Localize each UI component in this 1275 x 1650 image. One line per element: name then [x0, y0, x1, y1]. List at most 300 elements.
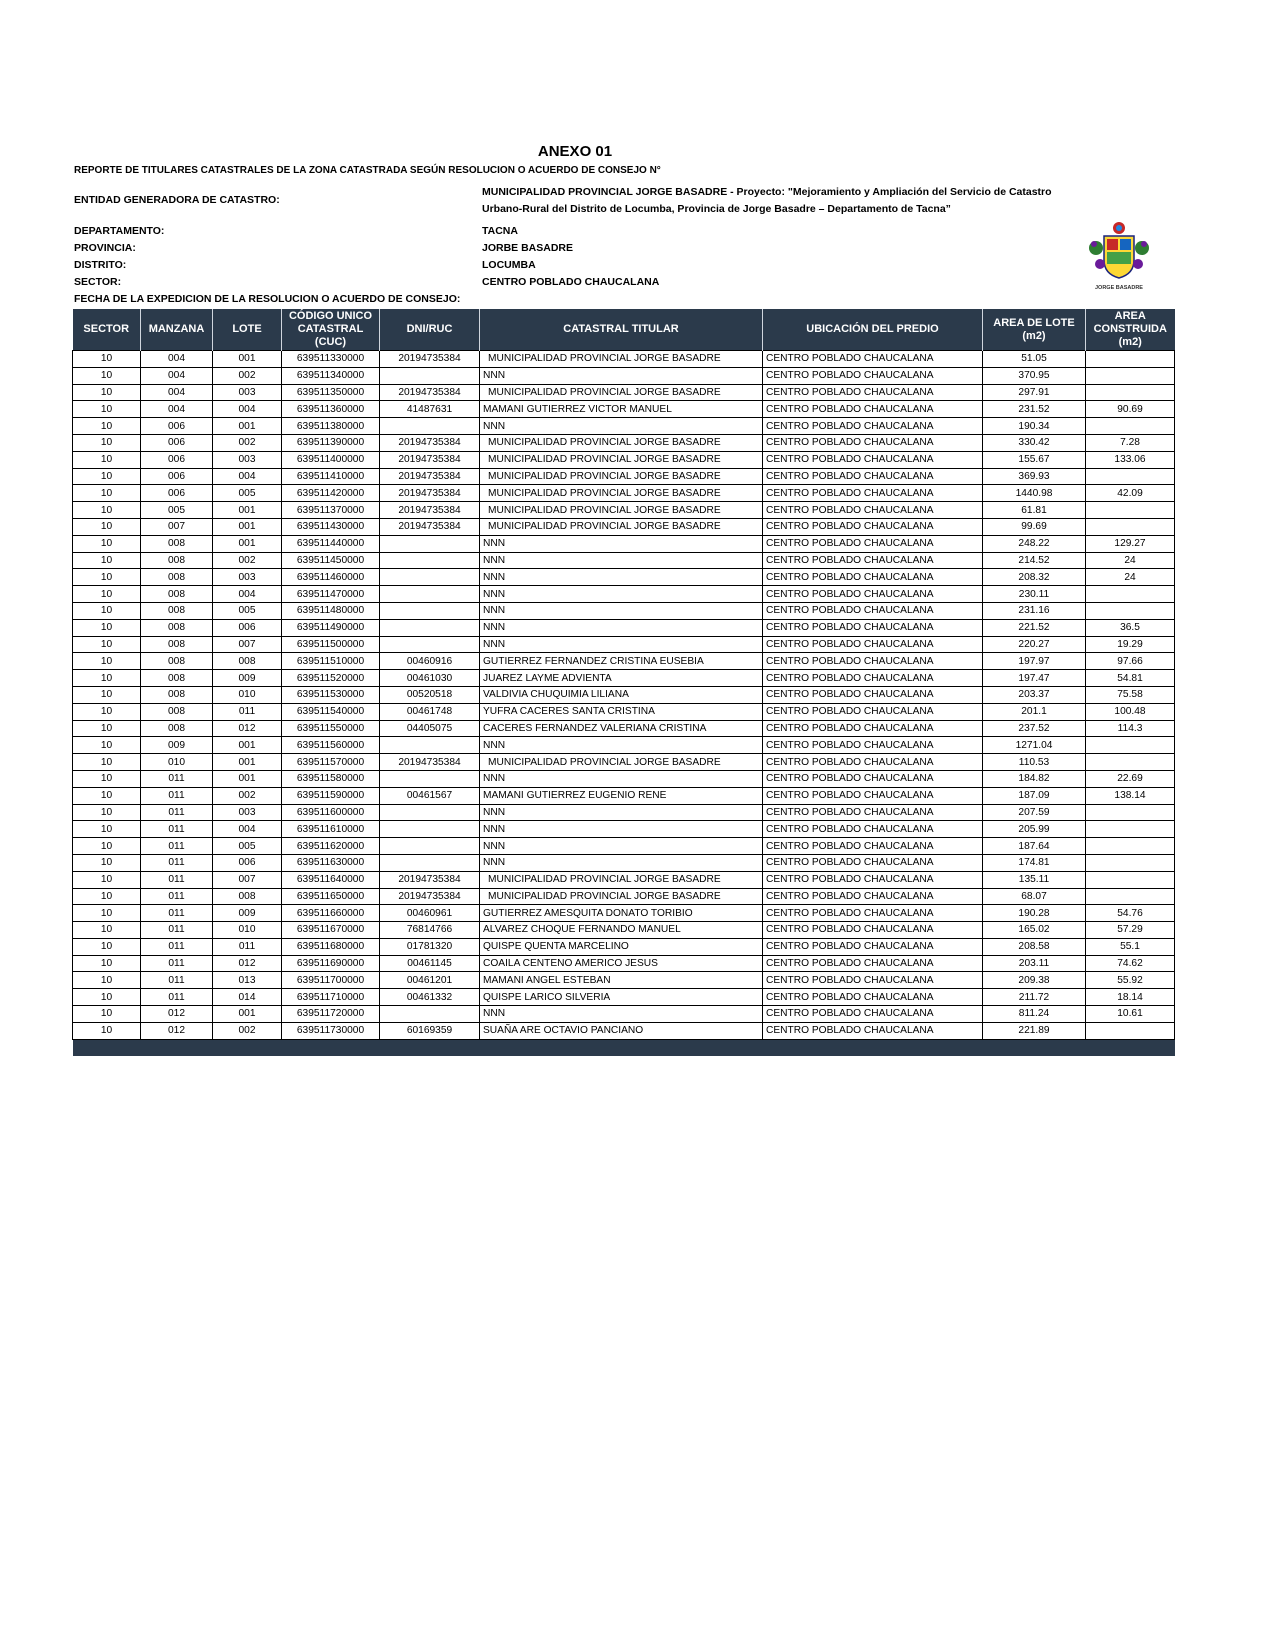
cell-ubicacion: CENTRO POBLADO CHAUCALANA [763, 922, 983, 939]
cell-cuc: 639511650000 [282, 888, 380, 905]
cell-titular: NNN [480, 619, 763, 636]
cell-cuc: 639511710000 [282, 989, 380, 1006]
cell-manzana: 012 [141, 1006, 213, 1023]
cell-cuc: 639511680000 [282, 938, 380, 955]
entidad-value-line1: MUNICIPALIDAD PROVINCIAL JORGE BASADRE - Proyecto: "Mejoramiento y Ampliación del Servicio de Catastro [482, 186, 1052, 198]
cell-area-lote: 197.47 [983, 670, 1086, 687]
cell-manzana: 011 [141, 770, 213, 787]
cell-area-lote: 370.95 [983, 367, 1086, 384]
cell-sector: 10 [73, 619, 141, 636]
cell-titular: NNN [480, 636, 763, 653]
cell-ubicacion: CENTRO POBLADO CHAUCALANA [763, 418, 983, 435]
cell-lote: 010 [213, 922, 282, 939]
cell-ubicacion: CENTRO POBLADO CHAUCALANA [763, 434, 983, 451]
departamento-value: TACNA [482, 225, 518, 237]
cell-area-lote: 811.24 [983, 1006, 1086, 1023]
cell-ubicacion: CENTRO POBLADO CHAUCALANA [763, 619, 983, 636]
cell-manzana: 011 [141, 854, 213, 871]
cell-ubicacion: CENTRO POBLADO CHAUCALANA [763, 636, 983, 653]
cell-dni-ruc: 60169359 [380, 1022, 480, 1039]
cell-sector: 10 [73, 384, 141, 401]
cell-lote: 004 [213, 821, 282, 838]
cell-ubicacion: CENTRO POBLADO CHAUCALANA [763, 804, 983, 821]
table-row [73, 821, 1175, 838]
cell-titular: COAILA CENTENO AMERICO JESUS [480, 955, 763, 972]
table-row [73, 888, 1175, 905]
table-row [73, 602, 1175, 619]
logo-text: JORGE BASADRE [1095, 285, 1143, 291]
cell-cuc: 639511440000 [282, 535, 380, 552]
table-row [73, 670, 1175, 687]
table-row [73, 636, 1175, 653]
cell-dni-ruc: 41487631 [380, 401, 480, 418]
cell-area-construida: 24 [1086, 569, 1175, 586]
cell-dni-ruc: 00461201 [380, 972, 480, 989]
cell-area-lote: 1440.98 [983, 485, 1086, 502]
cell-sector: 10 [73, 552, 141, 569]
cell-ubicacion: CENTRO POBLADO CHAUCALANA [763, 703, 983, 720]
cell-ubicacion: CENTRO POBLADO CHAUCALANA [763, 770, 983, 787]
cell-lote: 003 [213, 569, 282, 586]
cell-titular: MUNICIPALIDAD PROVINCIAL JORGE BASADRE [480, 754, 763, 771]
table-row [73, 989, 1175, 1006]
cell-lote: 003 [213, 384, 282, 401]
cell-manzana: 012 [141, 1022, 213, 1039]
cell-lote: 014 [213, 989, 282, 1006]
cell-cuc: 639511550000 [282, 720, 380, 737]
cell-area-lote: 110.53 [983, 754, 1086, 771]
cell-cuc: 639511700000 [282, 972, 380, 989]
table-row [73, 518, 1175, 535]
table-row [73, 754, 1175, 771]
cell-titular: GUTIERREZ FERNANDEZ CRISTINA EUSEBIA [480, 653, 763, 670]
cell-lote: 001 [213, 770, 282, 787]
cell-titular: MAMANI GUTIERREZ EUGENIO RENE [480, 787, 763, 804]
cell-titular: GUTIERREZ AMESQUITA DONATO TORIBIO [480, 905, 763, 922]
cell-lote: 010 [213, 686, 282, 703]
entidad-label: ENTIDAD GENERADORA DE CATASTRO: [74, 194, 280, 206]
cell-lote: 004 [213, 586, 282, 603]
cell-cuc: 639511690000 [282, 955, 380, 972]
cell-manzana: 004 [141, 384, 213, 401]
cell-cuc: 639511380000 [282, 418, 380, 435]
table-row [73, 955, 1175, 972]
cell-lote: 001 [213, 737, 282, 754]
cell-ubicacion: CENTRO POBLADO CHAUCALANA [763, 1022, 983, 1039]
cell-cuc: 639511520000 [282, 670, 380, 687]
table-row [73, 871, 1175, 888]
cell-ubicacion: CENTRO POBLADO CHAUCALANA [763, 451, 983, 468]
cell-cuc: 639511350000 [282, 384, 380, 401]
cell-manzana: 009 [141, 737, 213, 754]
cell-manzana: 008 [141, 686, 213, 703]
table-row [73, 502, 1175, 519]
table-row [73, 384, 1175, 401]
cell-dni-ruc [380, 367, 480, 384]
cell-area-lote: 369.93 [983, 468, 1086, 485]
cell-area-construida [1086, 888, 1175, 905]
table-row [73, 619, 1175, 636]
cell-dni-ruc: 04405075 [380, 720, 480, 737]
cell-lote: 008 [213, 888, 282, 905]
cell-cuc: 639511370000 [282, 502, 380, 519]
cell-titular: MUNICIPALIDAD PROVINCIAL JORGE BASADRE [480, 485, 763, 502]
cell-lote: 007 [213, 871, 282, 888]
cell-area-lote: 237.52 [983, 720, 1086, 737]
cell-manzana: 006 [141, 485, 213, 502]
cell-cuc: 639511540000 [282, 703, 380, 720]
cell-cuc: 639511510000 [282, 653, 380, 670]
table-row [73, 434, 1175, 451]
cell-manzana: 008 [141, 586, 213, 603]
cell-area-lote: 190.34 [983, 418, 1086, 435]
cell-dni-ruc: 00461567 [380, 787, 480, 804]
cell-area-lote: 203.11 [983, 955, 1086, 972]
cell-manzana: 008 [141, 653, 213, 670]
cell-ubicacion: CENTRO POBLADO CHAUCALANA [763, 569, 983, 586]
cell-titular: MUNICIPALIDAD PROVINCIAL JORGE BASADRE [480, 871, 763, 888]
departamento-label: DEPARTAMENTO: [74, 225, 165, 237]
cell-lote: 004 [213, 468, 282, 485]
cell-lote: 002 [213, 434, 282, 451]
cell-ubicacion: CENTRO POBLADO CHAUCALANA [763, 401, 983, 418]
cell-area-construida: 10.61 [1086, 1006, 1175, 1023]
cell-area-lote: 155.67 [983, 451, 1086, 468]
cell-lote: 006 [213, 854, 282, 871]
provincia-label: PROVINCIA: [74, 242, 136, 254]
cell-lote: 002 [213, 367, 282, 384]
municipality-logo [1086, 220, 1152, 292]
cell-area-lote: 208.58 [983, 938, 1086, 955]
cell-area-construida: 7.28 [1086, 434, 1175, 451]
cell-sector: 10 [73, 922, 141, 939]
cell-ubicacion: CENTRO POBLADO CHAUCALANA [763, 351, 983, 368]
cell-sector: 10 [73, 434, 141, 451]
cell-ubicacion: CENTRO POBLADO CHAUCALANA [763, 838, 983, 855]
cell-dni-ruc [380, 737, 480, 754]
cell-sector: 10 [73, 367, 141, 384]
cell-manzana: 008 [141, 535, 213, 552]
cell-cuc: 639511410000 [282, 468, 380, 485]
cell-dni-ruc [380, 854, 480, 871]
cell-cuc: 639511330000 [282, 351, 380, 368]
cell-area-construida [1086, 518, 1175, 535]
cell-area-lote: 61.81 [983, 502, 1086, 519]
cell-area-lote: 184.82 [983, 770, 1086, 787]
cell-sector: 10 [73, 821, 141, 838]
cell-ubicacion: CENTRO POBLADO CHAUCALANA [763, 535, 983, 552]
cell-ubicacion: CENTRO POBLADO CHAUCALANA [763, 871, 983, 888]
cell-lote: 001 [213, 535, 282, 552]
cell-area-construida: 42.09 [1086, 485, 1175, 502]
cell-lote: 005 [213, 838, 282, 855]
cell-sector: 10 [73, 703, 141, 720]
cell-cuc: 639511430000 [282, 518, 380, 535]
table-row [73, 938, 1175, 955]
col-header-area-construida: AREA CONSTRUIDA (m2) [1086, 309, 1175, 351]
cell-area-construida [1086, 602, 1175, 619]
cell-area-construida [1086, 871, 1175, 888]
cell-titular: NNN [480, 1006, 763, 1023]
cell-dni-ruc: 20194735384 [380, 434, 480, 451]
cell-titular: QUISPE LARICO SILVERIA [480, 989, 763, 1006]
cell-ubicacion: CENTRO POBLADO CHAUCALANA [763, 905, 983, 922]
cell-dni-ruc [380, 602, 480, 619]
cell-manzana: 011 [141, 838, 213, 855]
table-row [73, 586, 1175, 603]
cell-dni-ruc [380, 586, 480, 603]
cell-titular: NNN [480, 586, 763, 603]
table-row [73, 569, 1175, 586]
cell-manzana: 004 [141, 401, 213, 418]
cell-ubicacion: CENTRO POBLADO CHAUCALANA [763, 653, 983, 670]
cell-sector: 10 [73, 1022, 141, 1039]
cell-area-construida: 97.66 [1086, 653, 1175, 670]
cell-ubicacion: CENTRO POBLADO CHAUCALANA [763, 955, 983, 972]
cell-area-construida: 133.06 [1086, 451, 1175, 468]
table-row [73, 854, 1175, 871]
cell-manzana: 011 [141, 938, 213, 955]
cell-sector: 10 [73, 770, 141, 787]
cell-dni-ruc: 76814766 [380, 922, 480, 939]
cell-dni-ruc [380, 838, 480, 855]
cell-area-lote: 214.52 [983, 552, 1086, 569]
cell-manzana: 005 [141, 502, 213, 519]
cell-manzana: 006 [141, 418, 213, 435]
cell-sector: 10 [73, 569, 141, 586]
cell-ubicacion: CENTRO POBLADO CHAUCALANA [763, 552, 983, 569]
cell-cuc: 639511490000 [282, 619, 380, 636]
cell-dni-ruc: 20194735384 [380, 351, 480, 368]
cell-ubicacion: CENTRO POBLADO CHAUCALANA [763, 586, 983, 603]
cell-sector: 10 [73, 787, 141, 804]
cell-titular: MUNICIPALIDAD PROVINCIAL JORGE BASADRE [480, 351, 763, 368]
cell-cuc: 639511390000 [282, 434, 380, 451]
cell-area-construida [1086, 821, 1175, 838]
cell-area-construida [1086, 754, 1175, 771]
cell-dni-ruc [380, 418, 480, 435]
cell-titular: MAMANI ANGEL ESTEBAN [480, 972, 763, 989]
cell-lote: 009 [213, 905, 282, 922]
cell-titular: YUFRA CACERES SANTA CRISTINA [480, 703, 763, 720]
cell-dni-ruc: 20194735384 [380, 485, 480, 502]
cell-lote: 012 [213, 955, 282, 972]
cell-manzana: 011 [141, 905, 213, 922]
cell-area-construida: 129.27 [1086, 535, 1175, 552]
cell-manzana: 011 [141, 804, 213, 821]
cell-titular: NNN [480, 552, 763, 569]
col-header-sector: SECTOR [73, 309, 141, 351]
cell-area-lote: 220.27 [983, 636, 1086, 653]
cell-lote: 005 [213, 602, 282, 619]
cell-sector: 10 [73, 686, 141, 703]
cell-lote: 009 [213, 670, 282, 687]
cell-area-lote: 209.38 [983, 972, 1086, 989]
cell-titular: MUNICIPALIDAD PROVINCIAL JORGE BASADRE [480, 518, 763, 535]
col-header-ubicacion: UBICACIÓN DEL PREDIO [763, 309, 983, 351]
cell-area-lote: 330.42 [983, 434, 1086, 451]
cell-area-construida [1086, 418, 1175, 435]
table-row [73, 686, 1175, 703]
cell-cuc: 639511340000 [282, 367, 380, 384]
cell-dni-ruc [380, 821, 480, 838]
cell-cuc: 639511400000 [282, 451, 380, 468]
cell-area-construida [1086, 586, 1175, 603]
cell-ubicacion: CENTRO POBLADO CHAUCALANA [763, 938, 983, 955]
cell-cuc: 639511480000 [282, 602, 380, 619]
cell-titular: NNN [480, 737, 763, 754]
table-row [73, 418, 1175, 435]
cell-dni-ruc [380, 770, 480, 787]
cell-manzana: 011 [141, 972, 213, 989]
cell-sector: 10 [73, 737, 141, 754]
cell-area-lote: 165.02 [983, 922, 1086, 939]
cell-lote: 003 [213, 451, 282, 468]
cell-titular: ALVAREZ CHOQUE FERNANDO MANUEL [480, 922, 763, 939]
cell-titular: NNN [480, 854, 763, 871]
cell-ubicacion: CENTRO POBLADO CHAUCALANA [763, 754, 983, 771]
cell-sector: 10 [73, 602, 141, 619]
cell-titular: JUAREZ LAYME ADVIENTA [480, 670, 763, 687]
cell-manzana: 011 [141, 888, 213, 905]
col-header-titular: CATASTRAL TITULAR [480, 309, 763, 351]
cell-manzana: 008 [141, 602, 213, 619]
col-header-dni-ruc: DNI/RUC [380, 309, 480, 351]
cell-manzana: 011 [141, 871, 213, 888]
table-row [73, 770, 1175, 787]
cell-cuc: 639511570000 [282, 754, 380, 771]
cell-area-lote: 51.05 [983, 351, 1086, 368]
cell-manzana: 006 [141, 468, 213, 485]
cell-cuc: 639511600000 [282, 804, 380, 821]
cell-area-lote: 230.11 [983, 586, 1086, 603]
table-row [73, 451, 1175, 468]
sector-value: CENTRO POBLADO CHAUCALANA [482, 276, 660, 288]
cell-area-construida: 57.29 [1086, 922, 1175, 939]
cell-titular: QUISPE QUENTA MARCELINO [480, 938, 763, 955]
cell-sector: 10 [73, 418, 141, 435]
cell-cuc: 639511450000 [282, 552, 380, 569]
cell-area-construida: 54.81 [1086, 670, 1175, 687]
cell-ubicacion: CENTRO POBLADO CHAUCALANA [763, 670, 983, 687]
cell-titular: MUNICIPALIDAD PROVINCIAL JORGE BASADRE [480, 384, 763, 401]
cell-area-construida: 19.29 [1086, 636, 1175, 653]
cell-cuc: 639511610000 [282, 821, 380, 838]
cell-dni-ruc: 20194735384 [380, 468, 480, 485]
cell-titular: NNN [480, 602, 763, 619]
cell-area-construida [1086, 502, 1175, 519]
cell-area-lote: 187.64 [983, 838, 1086, 855]
cell-cuc: 639511560000 [282, 737, 380, 754]
cell-sector: 10 [73, 485, 141, 502]
titulares-table [72, 309, 1175, 1056]
cell-area-construida: 24 [1086, 552, 1175, 569]
cell-area-lote: 68.07 [983, 888, 1086, 905]
cell-sector: 10 [73, 854, 141, 871]
cell-lote: 002 [213, 552, 282, 569]
table-row [73, 552, 1175, 569]
cell-cuc: 639511590000 [282, 787, 380, 804]
cell-sector: 10 [73, 804, 141, 821]
table-row [73, 468, 1175, 485]
cell-area-construida: 74.62 [1086, 955, 1175, 972]
cell-sector: 10 [73, 468, 141, 485]
fecha-label: FECHA DE LA EXPEDICION DE LA RESOLUCION O ACUERDO DE CONSEJO: [74, 293, 461, 305]
table-row [73, 905, 1175, 922]
cell-manzana: 011 [141, 787, 213, 804]
cell-lote: 001 [213, 502, 282, 519]
cell-area-lote: 99.69 [983, 518, 1086, 535]
cell-ubicacion: CENTRO POBLADO CHAUCALANA [763, 888, 983, 905]
cell-area-construida: 100.48 [1086, 703, 1175, 720]
cell-titular: NNN [480, 804, 763, 821]
cell-titular: NNN [480, 569, 763, 586]
cell-cuc: 639511460000 [282, 569, 380, 586]
cell-lote: 001 [213, 351, 282, 368]
cell-sector: 10 [73, 518, 141, 535]
cell-dni-ruc: 20194735384 [380, 754, 480, 771]
cell-cuc: 639511580000 [282, 770, 380, 787]
cell-dni-ruc: 00461332 [380, 989, 480, 1006]
cell-area-lote: 221.52 [983, 619, 1086, 636]
cell-area-lote: 187.09 [983, 787, 1086, 804]
cell-cuc: 639511530000 [282, 686, 380, 703]
sector-label: SECTOR: [74, 276, 122, 288]
cell-cuc: 639511640000 [282, 871, 380, 888]
cell-sector: 10 [73, 670, 141, 687]
cell-ubicacion: CENTRO POBLADO CHAUCALANA [763, 367, 983, 384]
table-row [73, 787, 1175, 804]
cell-lote: 008 [213, 653, 282, 670]
cell-area-lote: 203.37 [983, 686, 1086, 703]
cell-titular: MUNICIPALIDAD PROVINCIAL JORGE BASADRE [480, 468, 763, 485]
cell-titular: NNN [480, 418, 763, 435]
cell-lote: 006 [213, 619, 282, 636]
cell-titular: NNN [480, 770, 763, 787]
cell-area-lote: 201.1 [983, 703, 1086, 720]
cell-area-lote: 221.89 [983, 1022, 1086, 1039]
cell-dni-ruc: 00461145 [380, 955, 480, 972]
cell-lote: 004 [213, 401, 282, 418]
cell-cuc: 639511720000 [282, 1006, 380, 1023]
cell-lote: 011 [213, 938, 282, 955]
cell-titular: MUNICIPALIDAD PROVINCIAL JORGE BASADRE [480, 502, 763, 519]
cell-lote: 001 [213, 754, 282, 771]
cell-manzana: 008 [141, 619, 213, 636]
table-header-row [73, 309, 1175, 351]
cell-area-construida [1086, 838, 1175, 855]
cell-ubicacion: CENTRO POBLADO CHAUCALANA [763, 1006, 983, 1023]
cell-titular: VALDIVIA CHUQUIMIA LILIANA [480, 686, 763, 703]
col-header-cuc: CÓDIGO UNICO CATASTRAL (CUC) [282, 309, 380, 351]
cell-area-construida: 18.14 [1086, 989, 1175, 1006]
table-row [73, 367, 1175, 384]
cell-manzana: 004 [141, 367, 213, 384]
cell-area-lote: 205.99 [983, 821, 1086, 838]
cell-area-construida: 55.1 [1086, 938, 1175, 955]
cell-titular: MUNICIPALIDAD PROVINCIAL JORGE BASADRE [480, 434, 763, 451]
cell-manzana: 006 [141, 434, 213, 451]
cell-lote: 001 [213, 418, 282, 435]
cell-dni-ruc: 01781320 [380, 938, 480, 955]
cell-area-construida: 22.69 [1086, 770, 1175, 787]
table-footer-cell [73, 1039, 1175, 1056]
cell-sector: 10 [73, 888, 141, 905]
document-title: ANEXO 01 [537, 143, 613, 160]
cell-sector: 10 [73, 1006, 141, 1023]
cell-area-lote: 207.59 [983, 804, 1086, 821]
cell-lote: 001 [213, 1006, 282, 1023]
